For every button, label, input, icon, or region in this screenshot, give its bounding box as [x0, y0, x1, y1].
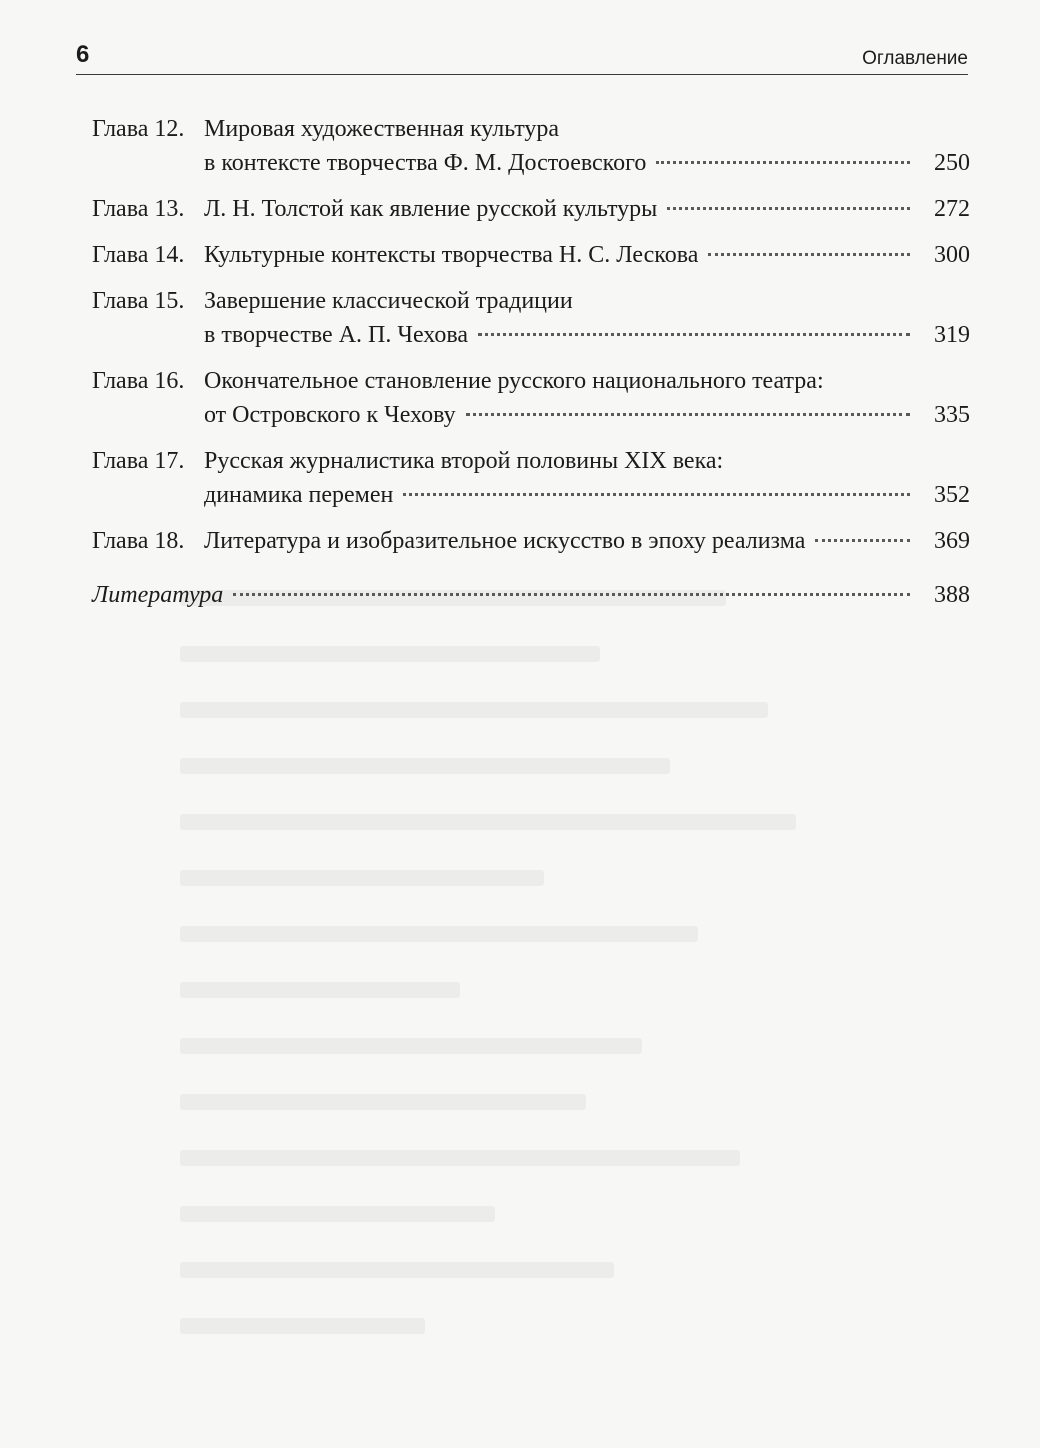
chapter-title-line: Культурные контексты творчества Н. С. Лескова	[204, 242, 699, 268]
section-title: Оглавление	[862, 48, 968, 69]
dot-leader	[403, 493, 910, 496]
chapter-label: Глава 14.	[92, 242, 185, 268]
toc-entry-chapter-16[interactable]	[92, 364, 970, 432]
dot-leader	[815, 539, 910, 542]
dot-leader	[667, 207, 910, 210]
page-ref: 272	[934, 196, 970, 222]
toc-entry-chapter-14[interactable]	[92, 238, 970, 272]
page-ref: 300	[934, 242, 970, 268]
chapter-label: Глава 17.	[92, 448, 185, 474]
chapter-label: Глава 12.	[92, 116, 185, 142]
chapter-title-line: Завершение классической традиции	[204, 288, 573, 314]
chapter-title-line: в творчестве А. П. Чехова	[204, 322, 469, 348]
chapter-title-line: Л. Н. Толстой как явление русской культуры	[204, 196, 658, 222]
running-header	[76, 40, 968, 75]
chapter-title-line: Литература и изобразительное искусство в эпоху реализма	[204, 528, 806, 554]
chapter-title-line: Мировая художественная культура	[204, 116, 560, 142]
chapter-label: Глава 13.	[92, 196, 185, 222]
literature-title: Литература	[92, 582, 224, 608]
dot-leader	[466, 413, 910, 416]
chapter-title-line: динамика перемен	[204, 482, 394, 508]
toc-entry-chapter-17[interactable]	[92, 444, 970, 512]
toc-entry-literature[interactable]	[92, 578, 970, 612]
dot-leader	[478, 333, 910, 336]
toc-entry-chapter-18[interactable]	[92, 524, 970, 558]
dot-leader	[656, 161, 910, 164]
page-ref: 319	[934, 322, 970, 348]
chapter-title-line: Окончательное становление русского национального театра:	[204, 368, 824, 394]
page-ref: 388	[934, 582, 970, 608]
dot-leader	[233, 593, 910, 596]
chapter-title-line: от Островского к Чехову	[204, 402, 456, 428]
show-through-background	[180, 590, 880, 1410]
chapter-label: Глава 18.	[92, 528, 185, 554]
chapter-label: Глава 16.	[92, 368, 185, 394]
chapter-title-line: в контексте творчества Ф. М. Достоевского	[204, 150, 647, 176]
page-ref: 369	[934, 528, 970, 554]
page-ref: 250	[934, 150, 970, 176]
table-of-contents	[92, 112, 970, 612]
page-number: 6	[76, 41, 90, 68]
toc-entry-chapter-15[interactable]	[92, 284, 970, 352]
dot-leader	[708, 253, 910, 256]
page-ref: 352	[934, 482, 970, 508]
chapter-label: Глава 15.	[92, 288, 185, 314]
toc-entry-chapter-12[interactable]	[92, 112, 970, 180]
chapter-title-line: Русская журналистика второй половины XIX века:	[204, 448, 724, 474]
toc-entry-chapter-13[interactable]	[92, 192, 970, 226]
page-ref: 335	[934, 402, 970, 428]
